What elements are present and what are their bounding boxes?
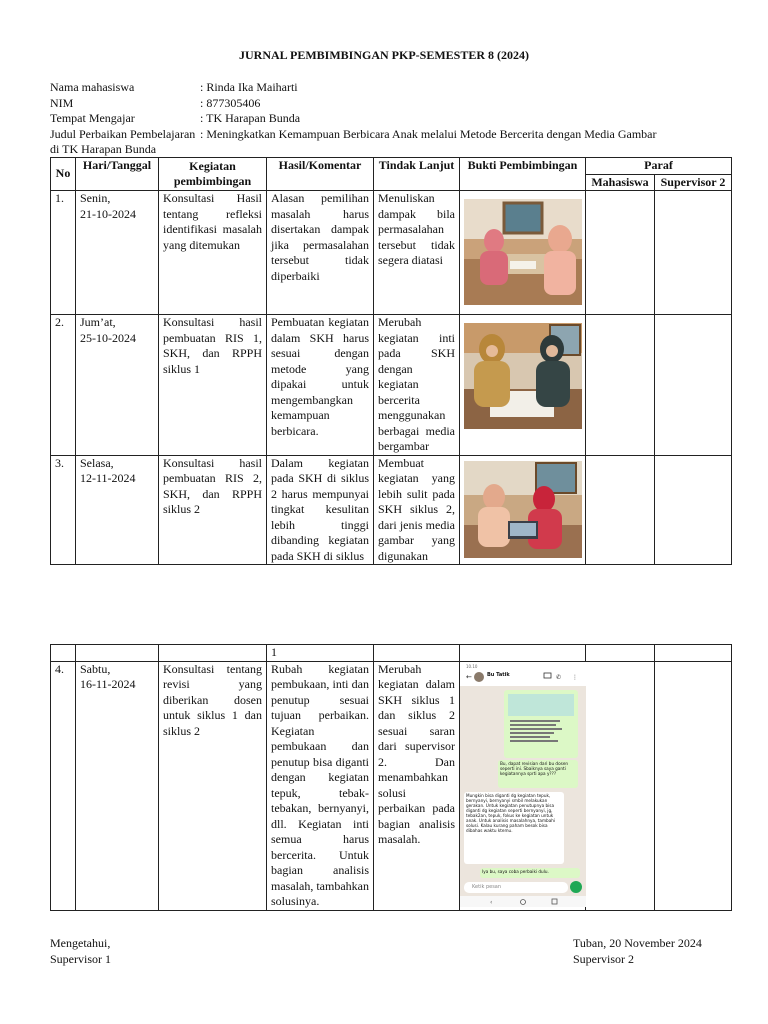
row-activity: Konsultasi Hasil tentang refleksi identifikasi masalah yang ditemukan (159, 191, 267, 315)
row-evidence (460, 191, 586, 315)
info-row-name (50, 80, 730, 96)
row-sign-student (586, 661, 655, 910)
cont-sign-supervisor (655, 645, 732, 662)
cont-result: 1 (267, 645, 374, 662)
table-row (51, 661, 732, 910)
row-evidence (460, 661, 586, 910)
row-no: 4. (51, 661, 76, 910)
info-value: : Meningkatkan Kemampuan Berbicara Anak melalui Metode Bercerita dengan Media Gambar (200, 126, 657, 141)
row-sign-student (586, 191, 655, 315)
mic-icon[interactable] (570, 881, 582, 893)
info-row-title (50, 127, 730, 143)
evidence-photo (464, 199, 582, 305)
header-date: Hari/Tanggal (76, 158, 159, 191)
row-no: 2. (51, 315, 76, 456)
student-info (50, 80, 730, 158)
chat-input[interactable]: Ketik pesan (472, 883, 502, 890)
header-student: Mahasiswa (586, 174, 655, 191)
chat-message-received: Mungkin bisa diganti dg kegiatan tepuk, bernyanyi, bernyanyi smbil melakukan gerakan. Untuk kegiatan penutupnya bisa diganti dg kegiatan seperti bernyanyi, jg, tebak2an, tepuk, fokus ke kegiatan untuk anak. Untuk analisis masalahnya, tambahi solusi. Kalau kurang paham besok bisa dibahas waktu ktemu. (466, 792, 556, 833)
row-activity: Konsultasi tentang revisi yang diberikan dosen untuk siklus 1 dan siklus 2 (159, 661, 267, 910)
row-day: Sabtu, (80, 661, 111, 676)
row-followup: Membuat kegiatan yang lebih sulit pada SKH siklus 2, dari jenis media gambar yang digunakan (374, 455, 460, 565)
chat-message-sent: Bu, dapat revisian dari bu dosen seperti ini. Sbaiknya saya ganti kegiatannya sprti apa y??? (500, 760, 569, 776)
evidence-photo (464, 323, 582, 429)
cont-sign-student (586, 645, 655, 662)
chat-message-sent-2: Iya bu, saya coba perbaiki dulu. (482, 868, 549, 874)
journal-table (50, 157, 732, 565)
row-activity: Konsultasi hasil pembuatan RIS 1, SKH, dan RPPH siklus 1 (159, 315, 267, 456)
cont-no (51, 645, 76, 662)
header-paraf: Paraf (586, 158, 732, 175)
row-date (76, 191, 159, 315)
row-sign-student (586, 315, 655, 456)
row-sign-supervisor (655, 661, 732, 910)
table-row (51, 455, 732, 565)
footer-acknowledged: Mengetahui, (50, 936, 111, 950)
row-followup: Menuliskan dampak bila permasalahan tersebut tidak segera diatasi (374, 191, 460, 315)
chat-contact: Bu Tatik (487, 671, 510, 678)
nav-back-icon: ‹ (490, 898, 493, 906)
avatar (474, 672, 484, 682)
info-label: NIM (50, 95, 74, 110)
row-date-value: 25-10-2024 (80, 330, 136, 345)
table-row-continuation (51, 645, 732, 662)
table-row (51, 315, 732, 456)
journal-table-continued (50, 644, 732, 911)
info-row-place (50, 111, 730, 127)
info-label: Judul Perbaikan Pembelajaran (50, 126, 196, 141)
row-activity: Konsultasi hasil pembuatan RIS 2, SKH, dan RPPH siklus 2 (159, 455, 267, 565)
row-date (76, 661, 159, 910)
status-time: 10.10 (466, 663, 478, 669)
document-title: JURNAL PEMBIMBINGAN PKP-SEMESTER 8 (2024) (238, 48, 529, 62)
info-title-continuation: di TK Harapan Bunda (50, 142, 157, 156)
header-activity: Kegiatan pembimbingan (159, 158, 267, 191)
row-sign-supervisor (655, 191, 732, 315)
row-evidence (460, 455, 586, 565)
row-evidence (460, 315, 586, 456)
phone-icon: ✆ (556, 673, 562, 681)
row-date-value: 21-10-2024 (80, 206, 136, 221)
footer-left (50, 936, 111, 967)
footer-supervisor-2: Supervisor 2 (573, 951, 634, 966)
row-day: Senin, (80, 191, 111, 205)
row-no: 1. (51, 191, 76, 315)
footer-place-date: Tuban, 20 November 2024 (573, 936, 702, 950)
row-result: Rubah kegiatan pembukaan, inti dan penutup sesuai tujuan perbaikan. Kegiatan pembukaan dan penutup bisa diganti dengan kegiatan tepuk, tebak-tebakan, bernyanyi, dll. Kegiatan inti semua harus bercerita. Untuk bagian analisis masalah, tambahkan solusinya. (267, 661, 374, 910)
row-sign-supervisor (655, 315, 732, 456)
row-sign-student (586, 455, 655, 565)
evidence-photo (464, 461, 582, 558)
row-date (76, 315, 159, 456)
header-supervisor: Supervisor 2 (655, 174, 732, 191)
menu-dots-icon: ⋮ (572, 673, 578, 681)
row-result: Dalam kegiatan pada SKH di siklus 2 harus mempunyai tingkat kesulitan lebih tinggi dibanding kegiatan pada SKH di siklus (267, 455, 374, 565)
header-followup: Tindak Lanjut (374, 158, 460, 191)
cont-activity (159, 645, 267, 662)
info-value: : Rinda Ika Maiharti (200, 80, 298, 94)
footer-supervisor-1: Supervisor 1 (50, 951, 111, 966)
chat-screenshot (460, 662, 586, 907)
row-no: 3. (51, 455, 76, 565)
info-row-nim (50, 96, 730, 112)
row-result: Alasan pemilihan masalah harus disertakan dampak jika permasalahan tersebut tidak diperbaiki (267, 191, 374, 315)
row-followup: Merubah kegiatan dalam SKH siklus 1 dan siklus 2 sesuai saran dari supervisor 2. Dan menambahkan solusi perbaikan pada bagian analisis masalah. (374, 661, 460, 910)
footer-right (573, 936, 702, 967)
info-value: : 877305406 (200, 95, 261, 110)
cont-date (76, 645, 159, 662)
row-date-value: 12-11-2024 (80, 471, 136, 485)
row-date (76, 455, 159, 565)
cont-evidence (460, 645, 586, 662)
header-result: Hasil/Komentar (267, 158, 374, 191)
info-label: Tempat Mengajar (50, 111, 135, 125)
row-followup: Merubah kegiatan inti pada SKH dengan kegiatan bercerita menggunakan berbagai media bergambar (374, 315, 460, 456)
header-no: No (51, 158, 76, 191)
row-sign-supervisor (655, 455, 732, 565)
row-day: Jum’at, (80, 315, 116, 329)
table-row (51, 191, 732, 315)
info-label: Nama mahasiswa (50, 80, 135, 94)
row-day: Selasa, (80, 455, 114, 470)
header-evidence: Bukti Pembimbingan (460, 158, 586, 191)
row-date-value: 16-11-2024 (80, 677, 136, 691)
row-result: Pembuatan kegiatan dalam SKH harus sesuai dengan metode yang dipakai untuk mengembangkan kemampuan berbicara. (267, 315, 374, 456)
cont-followup (374, 645, 460, 662)
back-arrow-icon: ← (466, 672, 472, 681)
info-value: : TK Harapan Bunda (200, 111, 301, 125)
